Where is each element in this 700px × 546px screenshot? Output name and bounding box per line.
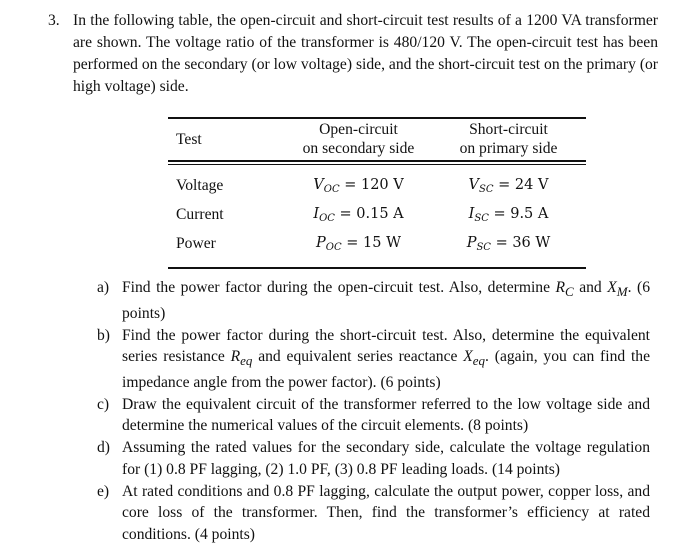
sc-voltage: $V_{SC} = 24$ V <box>468 176 549 195</box>
part-a: a) Find the power factor during the open-circuit test. Also, determine $R_C$ and $X_M$. (6 points) <box>97 279 651 322</box>
row-label: Voltage <box>176 176 224 194</box>
part-letter: d) <box>97 439 110 457</box>
part-e <box>97 481 650 546</box>
table-row-voltage <box>168 171 586 200</box>
part-letter: c) <box>97 395 110 413</box>
table-header-rule-thin <box>168 164 586 165</box>
test-results-table <box>168 117 586 269</box>
problem-number: 3. <box>48 12 60 29</box>
problem-intro: In the following table, the open-circuit and short-circuit test results of a 1200 VA transformer are shown. The voltage ratio of the transformer is 480/120 V. The open-circuit test has been performed on the secondary (or low voltage) side, and the short-circuit test on the primary (or high voltage) side. <box>73 12 658 95</box>
table-row-current <box>168 200 586 229</box>
part-letter: e) <box>97 482 110 500</box>
oc-voltage: $V_{OC} = 120$ V <box>313 176 404 195</box>
question-parts <box>97 277 650 546</box>
sc-power: $P_{SC} = 36$ W <box>466 234 551 253</box>
problem-statement <box>48 10 658 98</box>
part-b: b) Find the power factor during the short-circuit test. Also, determine the equivalent series resistance $R_{eq}$ and equivalent series reactance $X_{eq}$. (again, you can find the impedance angle from the power factor). (6 points) <box>97 326 651 392</box>
header-open-circuit <box>286 120 431 158</box>
table-header-row <box>168 119 586 159</box>
part-d <box>97 437 650 480</box>
row-label: Power <box>176 234 216 252</box>
part-c <box>97 394 650 437</box>
part-text: At rated conditions and 0.8 PF lagging, calculate the output power, copper loss, and core loss of the transformer. Then, find the transformer’s efficiency at rated conditions. (4 points) <box>122 482 650 543</box>
header-short-circuit-line1: Short-circuit <box>469 121 548 138</box>
part-letter: b) <box>97 326 110 344</box>
sc-current: $I_{SC} = 9.5$ A <box>468 205 549 224</box>
header-short-circuit-line2: on primary side <box>459 140 558 157</box>
row-label: Current <box>176 205 224 223</box>
oc-current: $I_{OC} = 0.15$ A <box>313 205 404 224</box>
table-bottom-rule <box>168 267 586 269</box>
oc-power: $P_{OC} = 15$ W <box>316 234 401 253</box>
header-open-circuit-line1: Open-circuit <box>319 121 398 138</box>
part-text: Draw the equivalent circuit of the transformer referred to the low voltage side and determine the numerical values of the circuit elements. (8 points) <box>122 395 650 435</box>
header-test: Test <box>176 130 202 148</box>
part-text: Assuming the rated values for the secondary side, calculate the voltage regulation for (1) 0.8 PF lagging, (2) 1.0 PF, (3) 0.8 PF leading loads. (14 points) <box>122 439 650 478</box>
part-letter: a) <box>97 279 110 296</box>
table-row-power <box>168 229 586 258</box>
table-header-rule <box>168 160 586 162</box>
header-open-circuit-line2: on secondary side <box>302 140 415 157</box>
header-short-circuit <box>431 120 586 158</box>
